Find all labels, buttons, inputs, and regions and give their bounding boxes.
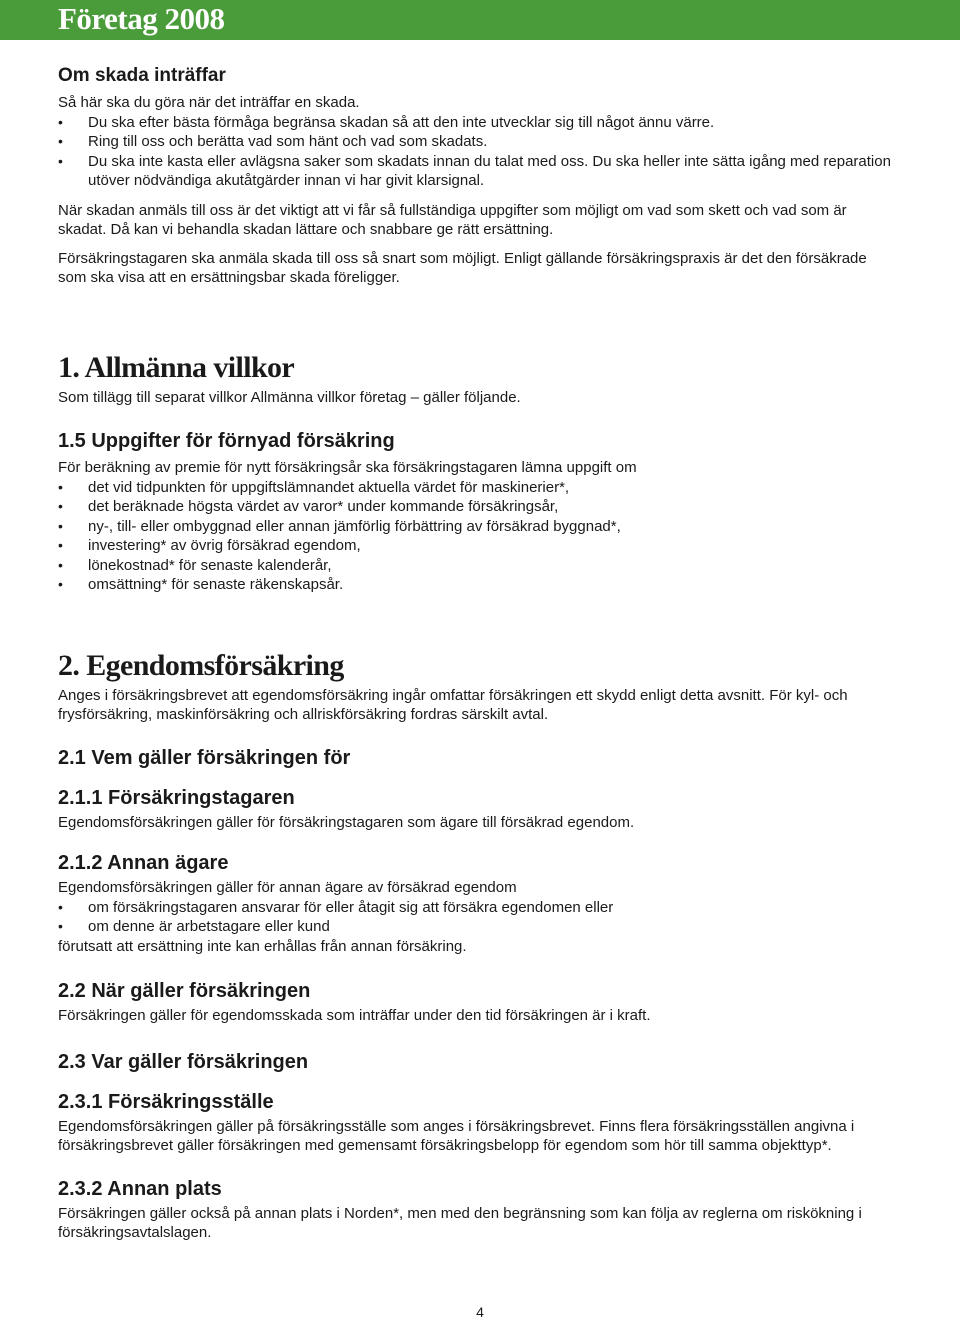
section-2-3-heading: 2.3 Var gäller försäkringen — [58, 1050, 309, 1073]
page-header-bar — [0, 0, 960, 40]
section-2-1-heading: 2.1 Vem gäller försäkringen för — [58, 746, 351, 769]
page-number: 4 — [476, 1304, 484, 1320]
list-item: • lönekostnad* för senaste kalenderår, — [58, 556, 898, 576]
intro-bullet-list — [58, 113, 898, 191]
list-item: • omsättning* för senaste räkenskapsår. — [58, 575, 898, 595]
list-item: • om denne är arbetstagare eller kund — [58, 917, 898, 937]
document-body — [58, 63, 898, 1243]
section-2-text: Anges i försäkringsbrevet att egendomsförsäkring ingår omfattar försäkringen ett skydd enligt detta avsnitt. För kyl- och frysförsäkring, maskinförsäkring och allriskförsäkring fordras särskilt avtal. — [58, 686, 848, 723]
header-title: Företag 2008 — [58, 1, 225, 36]
intro-lead: Så här ska du göra när det inträffar en skada. — [58, 94, 360, 111]
section-2-1-2-bullet-list — [58, 898, 898, 937]
section-1-5-heading: 1.5 Uppgifter för förnyad försäkring — [58, 430, 395, 452]
section-2-1-1-heading: 2.1.1 Försäkringstagaren — [58, 786, 295, 809]
section-2-3-1-text: Egendomsförsäkringen gäller på försäkringsställe som anges i försäkringsbrevet. Finns flera försäkringsställen angivna i försäkringsbrevet gäller försäkringen med gemensamt försäkringsbelopp för egendom som hör till samma objekttyp*. — [58, 1117, 855, 1154]
list-item: • investering* av övrig försäkrad egendom, — [58, 536, 898, 556]
section-1-heading: 1. Allmänna villkor — [58, 350, 295, 384]
section-2-3-1-heading: 2.3.1 Försäkringsställe — [58, 1090, 274, 1113]
section-1-5-bullet-list — [58, 478, 898, 595]
section-2-1-2-tail: förutsatt att ersättning inte kan erhållas från annan försäkring. — [58, 937, 467, 955]
list-item: • Ring till oss och berätta vad som hänt och vad som skadats. — [58, 132, 898, 152]
list-item: • Du ska inte kasta eller avlägsna saker som skadats innan du talat med oss. Du ska heller inte sätta igång med reparation utöver nödvändiga akutåtgärder innan vi har givit klarsignal. — [58, 152, 898, 191]
list-item: • om försäkringstagaren ansvarar för eller åtagit sig att försäkra egendomen eller — [58, 898, 898, 918]
intro-heading: Om skada inträffar — [58, 65, 226, 86]
section-2-1-2-heading: 2.1.2 Annan ägare — [58, 852, 229, 874]
section-1-text: Som tillägg till separat villkor Allmänna villkor företag – gäller följande. — [58, 388, 521, 406]
section-2-1-2-lead: Egendomsförsäkringen gäller för annan ägare av försäkrad egendom — [58, 879, 517, 896]
list-item: • det beräknade högsta värdet av varor* under kommande försäkringsår, — [58, 497, 898, 517]
intro-paragraph: Försäkringstagaren ska anmäla skada till oss så snart som möjligt. Enligt gällande försäkringspraxis är det den försäkrade som ska visa att en ersättningsbar skada föreligger. — [58, 249, 867, 286]
section-2-heading: 2. Egendomsförsäkring — [58, 648, 344, 682]
intro-paragraph: När skadan anmäls till oss är det viktigt att vi får så fullständiga uppgifter som möjligt om vad som skett och vad som är skadat. Då kan vi behandla skadan lättare och snabbare ge rätt ersättning. — [58, 201, 847, 238]
section-2-2-text: Försäkringen gäller för egendomsskada som inträffar under den tid försäkringen är i kraft. — [58, 1007, 651, 1024]
list-item: • ny-, till- eller ombyggnad eller annan jämförlig förbättring av försäkrad byggnad*, — [58, 517, 898, 537]
list-item: • Du ska efter bästa förmåga begränsa skadan så att den inte utvecklar sig till något ännu värre. — [58, 113, 898, 133]
section-2-1-1-text: Egendomsförsäkringen gäller för försäkringstagaren som ägare till försäkrad egendom. — [58, 813, 635, 831]
section-1-5-lead: För beräkning av premie för nytt försäkringsår ska försäkringstagaren lämna uppgift om — [58, 459, 637, 476]
list-item: • det vid tidpunkten för uppgiftslämnandet aktuella värdet för maskinerier*, — [58, 478, 898, 498]
section-2-3-2-heading: 2.3.2 Annan plats — [58, 1177, 222, 1200]
section-2-3-2-text: Försäkringen gäller också på annan plats i Norden*, men med den begränsning som kan följa av reglerna om riskökning i försäkringsavtalslagen. — [58, 1204, 862, 1241]
section-2-2-heading: 2.2 När gäller försäkringen — [58, 980, 311, 1002]
